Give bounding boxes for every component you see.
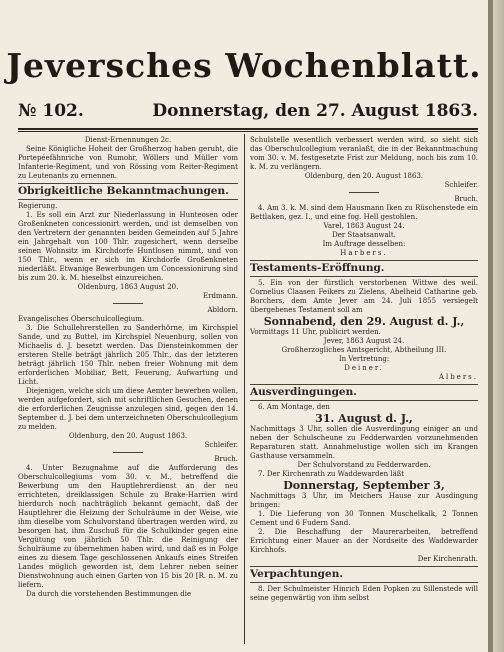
regierung-date: Oldenburg, 1863 August 20.: [77, 283, 179, 291]
test-sign-2: Albers.: [438, 373, 478, 381]
durch-text: Da durch die vorstehenden Bestimmungen die: [26, 590, 192, 598]
test-date: Jever, 1863 August 24.: [323, 337, 405, 345]
column-divider: [244, 134, 245, 644]
regierung-sign: Erdmann.: [203, 292, 238, 300]
left-column: [18, 136, 238, 599]
right-column: [250, 136, 478, 603]
amt-text: 4. Am 3. k. M. sind dem Hausmann Iken zu Rüschenstede ein Bettlaken, gez. I., und eine fog. Hell gestohlen.: [250, 204, 478, 221]
issue-line: [18, 98, 478, 124]
test-text: 5. Ein von der fürstlich verstorbenen Wittwe des weil. Cornelius Claasen Feikers zu Zielens, Abelheid Catharine geb. Borchers, dem Amte Jever am 24. Juli 1855 versiegelt übergebenes Testament soll am: [250, 279, 478, 314]
book-edge-light: [493, 0, 504, 652]
issue-number: № 102.: [18, 101, 84, 121]
ev-sign: Schleifer.: [204, 441, 238, 449]
right-top-text: Schulstelle wesentlich verbessert werden wird, so sieht sich das Oberschulcollegium veranlaßt, die in der Bekanntmachung vom 30. v. M. festgesetzte Frist zur Meldung, noch bis zum 10. k. M. zu verlängern.: [250, 136, 478, 171]
kirch-sign: Der Kirchenrath.: [417, 555, 478, 563]
ver-heading: Verpachtungen.: [250, 568, 343, 580]
kirch-text: 7. Der Kirchenrath zu Waddewarden läßt: [258, 470, 405, 478]
header-rule: [18, 128, 478, 130]
aus-sign: Der Schulvorstand zu Fedderwarden.: [297, 461, 431, 469]
right-top-date: Oldenburg, den 20. August 1863.: [304, 172, 424, 180]
aus-date-big: 31. August d. J.,: [315, 412, 413, 425]
unter-text: 4. Unter Bezugnahme auf die Aufforderung des Oberschulcollegiums vom 30. v. M., betreffend die Bewerbung um den Hauptlehrerdienst an der neu errichteten, dreiklassigen Schule zu Brake-Harrien wird hierdurch noch nachträglich bekannt gemacht, daß der Hauptlehrer die Heizung der Schulräume in der Weise, wie ihm dieselbe vom Schulvorstand übertragen werden wird, zu besorgen hat, ihm Zuschuß für die Schulkinder gegen eine Vergütung von jährlich 50 Thlr. die Reinigung der Schulräume zu übernehmen haben wird, und daß es in Folge eines zu diesem Tage geschlossenen Ankaufs eines Streifen Landes möglich geworden ist, dem Lehrer neben seiner Dienstwohnung auch einen Garten von 15 bis 20 [R. n. M. zu liefern.: [18, 464, 238, 589]
kirch-item-2: 2. Die Beschaffung der Maurerarbeiten, betreffend Errichtung einer Mauer an der Nordseite des Waddewarder Kirchhofs.: [250, 528, 478, 554]
test-time: Vormittags 11 Uhr, publicirt werden.: [250, 328, 381, 336]
ev-text-2: Diejenigen, welche sich um diese Aemter bewerben wollen, werden aufgefordert, sich mit schriftlichen Gesuchen, denen die erforderlichen Zeugnisse anzulegen sind, gegen den 14. September d. J. bei dem unterzeichneten Oberschulcollegium zu melden.: [18, 387, 238, 431]
masthead-title: Jeversches Wochenblatt.: [6, 46, 482, 85]
aus-intro: 6. Am Montage, den: [258, 403, 330, 411]
issue-date: Donnerstag, den 27. August 1863.: [152, 101, 478, 121]
test-sign-1: Deiner.: [344, 364, 384, 372]
test-date-big: Sonnabend, den 29. August d. J.,: [263, 315, 465, 328]
aus-text: Nachmittags 3 Uhr, sollen die Ausverdingung einiger an und neben der Schulscheune zu Fedderwarden vorzunehmenden Reparaturen statt. Annahmelustige wollen sich im Krangen Gasthause versammeln.: [250, 425, 478, 460]
obrig-heading: Obrigkeitliche Bekanntmachungen.: [18, 185, 229, 197]
separator: [349, 192, 379, 193]
aus-heading: Ausverdingungen.: [250, 386, 357, 398]
regierung-text: 1. Es soll ein Arzt zur Niederlassung in Hunteosen oder Großenkneten concessionirt werden, und ist demselben von den Vertretern der genannten beiden Gemeinden auf 5 Jahre ein Jahrgehalt von 100 Thlr. zugesichert, wenn derselbe seinen Wohnsitz im Kirchdorfe Huntlosen nimmt, und von 150 Thlr., wenn er sich im Kirchdorfe Großenkneten niederläßt. Etwanige Bewerbungen um Concessionirung sind bis zum 20. k. M. hieselbst einzureichen.: [18, 211, 238, 282]
amt-sign: Harbers.: [340, 249, 388, 257]
ev-bruch: Bruch.: [214, 455, 238, 463]
amt-date: Varel, 1863 August 24.: [323, 222, 405, 230]
separator: [113, 303, 143, 304]
amt-org-2: Im Auftrage desselben:: [322, 240, 406, 248]
right-bruch: Bruch.: [454, 195, 478, 203]
abldorn: Abldorn.: [207, 306, 238, 314]
ver-text: 8. Der Schulmeister Hinrich Eden Popken zu Sillenstede will seine gegenwärtig von ihm selbst: [250, 585, 478, 602]
dienst-text: Seine Königliche Hoheit der Großherzog haben geruht, die Portepéefähnriche von Rumohr, Wöllers und Müller vom Infanterie-Regiment, und von Rössing vom Reiter-Regiment zu Leutenants zu ernennen.: [18, 145, 238, 180]
kirch-text-2: Nachmittags 3 Uhr, im Meichers Hause zur Ausdingung bringen:: [250, 492, 478, 509]
test-org-2: In Vertretung:: [338, 355, 390, 363]
test-org: Großherzogliches Amtsgericht, Abtheilung III.: [281, 346, 447, 354]
amt-org: Der Staatsanwalt.: [332, 231, 396, 239]
right-top-sign: Schleifer.: [444, 181, 478, 189]
separator: [113, 452, 143, 453]
regierung-label: Regierung.: [18, 202, 58, 210]
kirch-date-big: Donnerstag, September 3,: [283, 479, 445, 492]
dienst-heading: Dienst-Ernennungen 2c.: [84, 136, 172, 144]
test-heading: Testaments-Eröffnung.: [250, 262, 385, 274]
header-rule-thin: [18, 131, 478, 132]
ev-heading: Evangelisches Oberschulcollegium.: [18, 315, 145, 323]
ev-date: Oldenburg, den 20. August 1863.: [68, 432, 188, 440]
ev-text: 3. Die Schullehrerstellen zu Sanderhörne, im Kirchspiel Sande, und zu Buttel, im Kirchspiel Neuenburg, sollen von Michaelis d. J. besetzt werden. Das Diensteinkommen der ersteren Stelle beträgt jährlich 205 Thlr., das der letzteren beträgt jährlich 150 Thlr. neben freier Wohnung mit dem erforderlichen Mobiliar, Bett, Feuerung, Aufwartung und Licht.: [18, 324, 238, 386]
kirch-item-1: 1. Die Lieferung von 30 Tonnen Muschelkalk, 2 Tonnen Cement und 6 Fudern Sand.: [250, 510, 478, 527]
